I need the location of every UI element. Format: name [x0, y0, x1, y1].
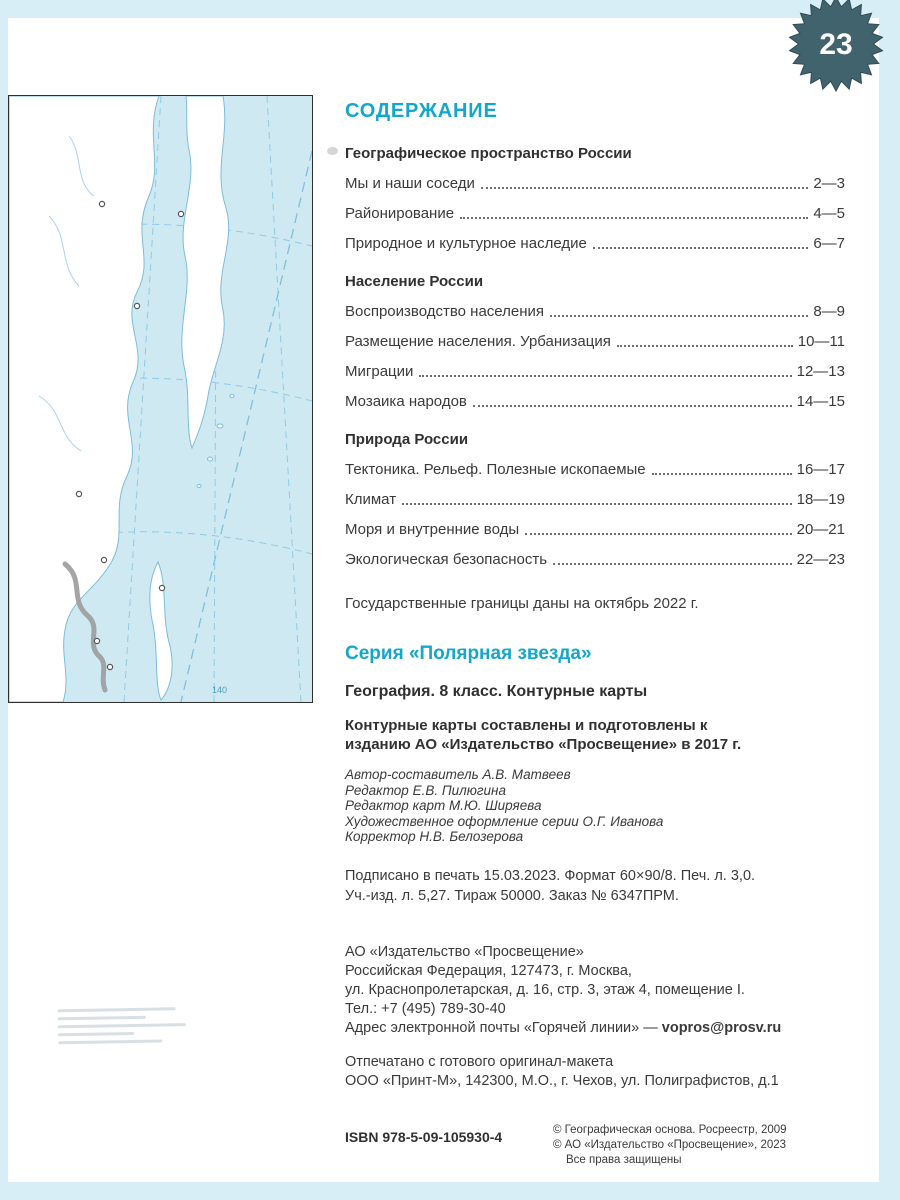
dot-leader	[553, 563, 792, 565]
toc-section-population	[345, 273, 845, 410]
printed-block	[345, 1053, 845, 1091]
meridian-label: 140	[212, 685, 228, 695]
toc-entry-pages: 8—9	[813, 303, 845, 320]
credits-block	[345, 767, 845, 845]
copyright-line: Все права защищены	[566, 1154, 682, 1166]
toc-entry-pages: 2—3	[813, 175, 845, 192]
starburst-icon	[786, 0, 886, 92]
credit-line: Художественное оформление серии О.Г. Иванова	[345, 813, 664, 829]
toc-entry-title: Размещение населения. Урбанизация	[345, 333, 611, 350]
page-frame-right	[879, 0, 900, 1200]
dot-leader	[593, 247, 809, 249]
smudge-mark	[327, 147, 338, 155]
page-frame-left	[0, 0, 8, 1200]
dot-leader	[550, 315, 808, 317]
artifact-bar	[58, 1023, 186, 1028]
toc-entry-pages: 16—17	[796, 461, 845, 478]
publisher-block	[345, 943, 845, 1038]
toc-entry-title: Мы и наши соседи	[345, 175, 475, 192]
map-fragment	[8, 95, 313, 703]
toc-entry-title: Экологическая безопасность	[345, 551, 548, 568]
edition-badge	[786, 0, 886, 92]
copyright-line: © АО «Издательство «Просвещение», 2023	[553, 1139, 787, 1151]
toc-entry	[345, 205, 845, 222]
printed-line: ООО «Принт-М», 142300, М.О., г. Чехов, ул. Полиграфистов, д.1	[345, 1072, 779, 1089]
credit-line: Корректор Н.В. Белозерова	[345, 829, 524, 844]
toc-entry-pages: 4—5	[813, 205, 845, 222]
credit-line: Автор-составитель А.В. Матвеев	[345, 767, 571, 782]
toc-entry	[345, 551, 845, 568]
dot-leader	[617, 345, 793, 347]
toc-entry-pages: 12—13	[796, 363, 845, 380]
borders-note: Государственные границы даны на октябрь 2022 г.	[345, 595, 699, 612]
dot-leader	[419, 375, 791, 377]
credit-line: Редактор Е.В. Пилюгина	[345, 782, 506, 798]
printed-line: Отпечатано с готового оригинал-макета	[345, 1053, 614, 1070]
copyright-block	[553, 1123, 787, 1168]
toc-entry	[345, 491, 845, 508]
credit-line: Редактор карт М.Ю. Ширяева	[345, 798, 542, 813]
copyright-line: © Географическая основа. Росреестр, 2009	[553, 1124, 787, 1136]
badge-number: 23	[819, 27, 853, 61]
toc-entry-pages: 18—19	[796, 491, 845, 508]
toc-entry	[345, 235, 845, 252]
page-frame-top	[0, 0, 900, 18]
hotline-prefix: Адрес электронной почты «Горячей линии» —	[345, 1019, 662, 1036]
hotline-email: vopros@prosv.ru	[661, 1019, 782, 1036]
print-artifact	[58, 1007, 209, 1050]
toc-entry	[345, 363, 845, 380]
artifact-bar	[58, 1039, 162, 1044]
dot-leader	[525, 533, 791, 535]
toc-title: СОДЕРЖАНИЕ	[345, 100, 498, 122]
publisher-line: АО «Издательство «Просвещение»	[345, 943, 584, 960]
dot-leader	[481, 187, 808, 189]
toc-entry-pages: 22—23	[796, 551, 845, 568]
toc-entry-title: Природное и культурное наследие	[345, 235, 587, 252]
print-info-line: Подписано в печать 15.03.2023. Формат 60×90/8. Печ. л. 3,0.	[345, 867, 756, 884]
toc-entry-title: Тектоника. Рельеф. Полезные ископаемые	[345, 461, 646, 478]
toc-entry	[345, 461, 845, 478]
toc-entry-title: Районирование	[345, 205, 455, 222]
artifact-bar	[58, 1032, 134, 1036]
series-title: Серия «Полярная звезда»	[345, 643, 592, 664]
hotline-line	[345, 1019, 845, 1038]
toc-entry-title: Мозаика народов	[345, 393, 467, 410]
dot-leader	[652, 473, 792, 475]
toc-section-heading: Природа России	[345, 431, 469, 448]
print-info-line: Уч.-изд. л. 5,27. Тираж 50000. Заказ № 6347ПРМ.	[345, 887, 679, 904]
toc-section-heading: Население России	[345, 273, 484, 290]
dot-leader	[460, 217, 808, 219]
toc-section-nature	[345, 431, 845, 568]
toc-entry	[345, 521, 845, 538]
toc-section-geo	[345, 145, 845, 252]
toc-entry	[345, 333, 845, 350]
isbn: ISBN 978-5-09-105930-4	[345, 1129, 503, 1145]
toc-section-heading: Географическое пространство России	[345, 145, 632, 162]
dot-leader	[402, 503, 792, 505]
toc-entry-title: Воспроизводство населения	[345, 303, 545, 320]
toc-entry-title: Климат	[345, 491, 397, 508]
toc-entry-title: Моря и внутренние воды	[345, 521, 520, 538]
page-frame-bottom	[0, 1182, 900, 1200]
dot-leader	[473, 405, 792, 407]
publisher-line: ул. Краснопролетарская, д. 16, стр. 3, этаж 4, помещение I.	[345, 981, 745, 998]
toc-entry-pages: 20—21	[796, 521, 845, 538]
toc-entry-pages: 14—15	[796, 393, 845, 410]
toc-entry	[345, 303, 845, 320]
toc-entry	[345, 175, 845, 192]
artifact-bar	[58, 1007, 176, 1012]
toc-entry-title: Миграции	[345, 363, 414, 380]
series-subtitle: География. 8 класс. Контурные карты	[345, 683, 648, 700]
publisher-line: Российская Федерация, 127473, г. Москва,	[345, 962, 632, 979]
map-graphic-icon	[9, 96, 312, 702]
publisher-line: Тел.: +7 (495) 789-30-40	[345, 1000, 506, 1017]
toc-entry-pages: 6—7	[813, 235, 845, 252]
print-info-block	[345, 866, 845, 906]
edition-note: Контурные карты составлены и подготовлены к изданию АО «Издательство «Просвещение» в 2017 г.	[345, 717, 742, 753]
content-column	[345, 100, 845, 1091]
toc-entry-pages: 10—11	[797, 333, 845, 350]
artifact-bar	[58, 1016, 146, 1021]
toc-entry	[345, 393, 845, 410]
